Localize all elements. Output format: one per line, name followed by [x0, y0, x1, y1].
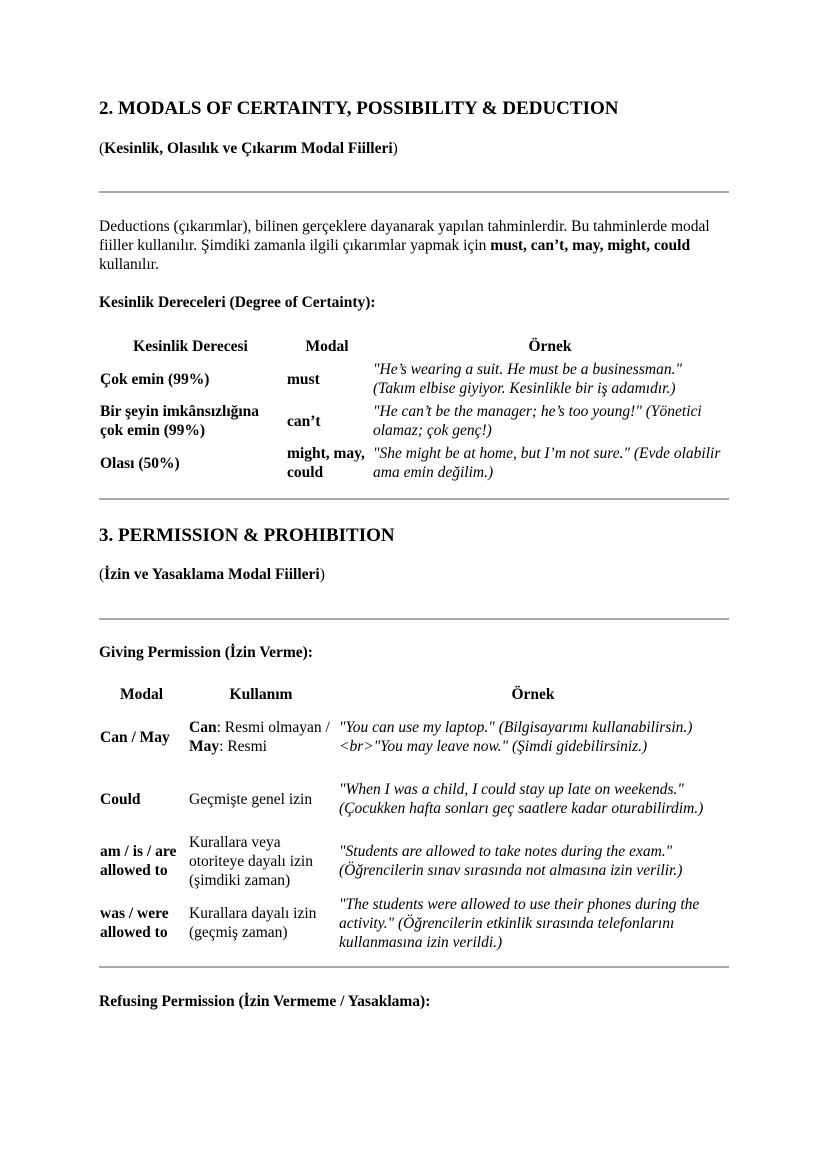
- header-example: Örnek: [511, 685, 555, 703]
- degree-cell: Çok emin (99%): [100, 370, 210, 388]
- modal-cell: Could: [100, 790, 141, 808]
- example-cell: "She might be at home, but I’m not sure." (Evde olabilir ama emin değilim.): [373, 445, 721, 481]
- paren: ): [319, 566, 325, 583]
- header-example: Örnek: [528, 337, 572, 355]
- use-bold: May: [189, 738, 220, 755]
- degree-cell: Bir şeyin imkânsızlığına çok emin (99%): [100, 403, 260, 439]
- modal-cell: must: [287, 370, 320, 388]
- example-cell: "You can use my laptop." (Bilgisayarımı kullanabilirsin.)<br>"You may leave now." (Şimdi gidebilirsiniz.): [339, 719, 693, 755]
- table-row: [97, 830, 730, 892]
- example-cell: "The students were allowed to use their phones during the activity." (Öğrencilerin etkinlik sırasında telefonlarını kullanmasına izin verildi.): [339, 895, 700, 951]
- use-text: : Resmi: [219, 738, 267, 755]
- refusing-permission-heading: Refusing Permission (İzin Vermeme / Yasaklama):: [99, 993, 431, 1010]
- header-degree: Kesinlik Derecesi: [133, 337, 248, 355]
- paragraph-bold: must, can’t, may, might, could: [490, 237, 691, 254]
- paragraph-text: Deductions (çıkarımlar), bilinen gerçeklere dayanarak yapılan tahminlerdir. Bu tahminlerde modal fiiller kullanılır. Şimdiki zamanla ilgili çıkarımlar yapmak için: [99, 218, 710, 254]
- permission-table: [97, 682, 730, 954]
- section-3-title: 3. PERMISSION & PROHIBITION: [99, 525, 395, 546]
- table-row: [97, 358, 730, 400]
- paren: (: [99, 566, 105, 583]
- table-row: [97, 706, 730, 768]
- section-2-title: 2. MODALS OF CERTAINTY, POSSIBILITY & DEDUCTION: [99, 98, 619, 119]
- table-row: [97, 892, 730, 954]
- use-text: : Resmi olmayan /: [216, 719, 330, 736]
- modal-cell: was / were allowed to: [100, 905, 169, 941]
- header-use: Kullanım: [229, 685, 293, 703]
- subtitle-text: Kesinlik, Olasılık ve Çıkarım Modal Fiilleri: [104, 140, 393, 157]
- use-cell: Kurallara dayalı izin (geçmiş zaman): [189, 905, 317, 941]
- divider: [99, 618, 729, 620]
- giving-permission-heading: Giving Permission (İzin Verme):: [99, 644, 313, 661]
- example-cell: "He can’t be the manager; he’s too young!" (Yönetici olamaz; çok genç!): [373, 403, 702, 439]
- use-cell: [186, 706, 336, 768]
- header-modal: Modal: [119, 685, 164, 703]
- section-3-subtitle: [99, 566, 325, 584]
- divider: [99, 966, 729, 968]
- table-row: [97, 400, 730, 442]
- table-row: [97, 442, 730, 484]
- header-modal: Modal: [305, 337, 349, 355]
- degree-cell: Olası (50%): [100, 454, 180, 472]
- modal-cell: Can / May: [100, 728, 170, 746]
- table-header-row: [97, 682, 730, 706]
- divider: [99, 498, 729, 500]
- table-header-row: [97, 334, 730, 358]
- paren: ): [392, 140, 398, 157]
- section-2-subtitle: [99, 140, 398, 158]
- use-bold: Can: [189, 719, 217, 736]
- example-cell: "He’s wearing a suit. He must be a businessman." (Takım elbise giyiyor. Kesinlikle bir iş adamıdır.): [373, 361, 682, 397]
- use-cell: Geçmişte genel izin: [189, 790, 313, 808]
- modal-cell: might, may, could: [287, 445, 365, 481]
- paren: (: [99, 140, 105, 157]
- subtitle-text: İzin ve Yasaklama Modal Fiilleri: [104, 566, 320, 583]
- modal-cell: can’t: [287, 412, 321, 430]
- use-cell: Kurallara veya otoriteye dayalı izin (şimdiki zaman): [189, 833, 313, 889]
- deductions-paragraph: [99, 217, 729, 274]
- modal-cell: am / is / are allowed to: [100, 843, 177, 879]
- certainty-table: [97, 334, 730, 484]
- table-row: [97, 768, 730, 830]
- example-cell: "When I was a child, I could stay up late on weekends." (Çocukken hafta sonları geç saatlere kadar oturabilirdim.): [339, 781, 704, 817]
- divider: [99, 191, 729, 193]
- example-cell: "Students are allowed to take notes during the exam." (Öğrencilerin sınav sırasında not almasına izin verilir.): [339, 843, 683, 879]
- paragraph-end: kullanılır.: [99, 256, 159, 273]
- certainty-heading: Kesinlik Dereceleri (Degree of Certainty):: [99, 294, 376, 311]
